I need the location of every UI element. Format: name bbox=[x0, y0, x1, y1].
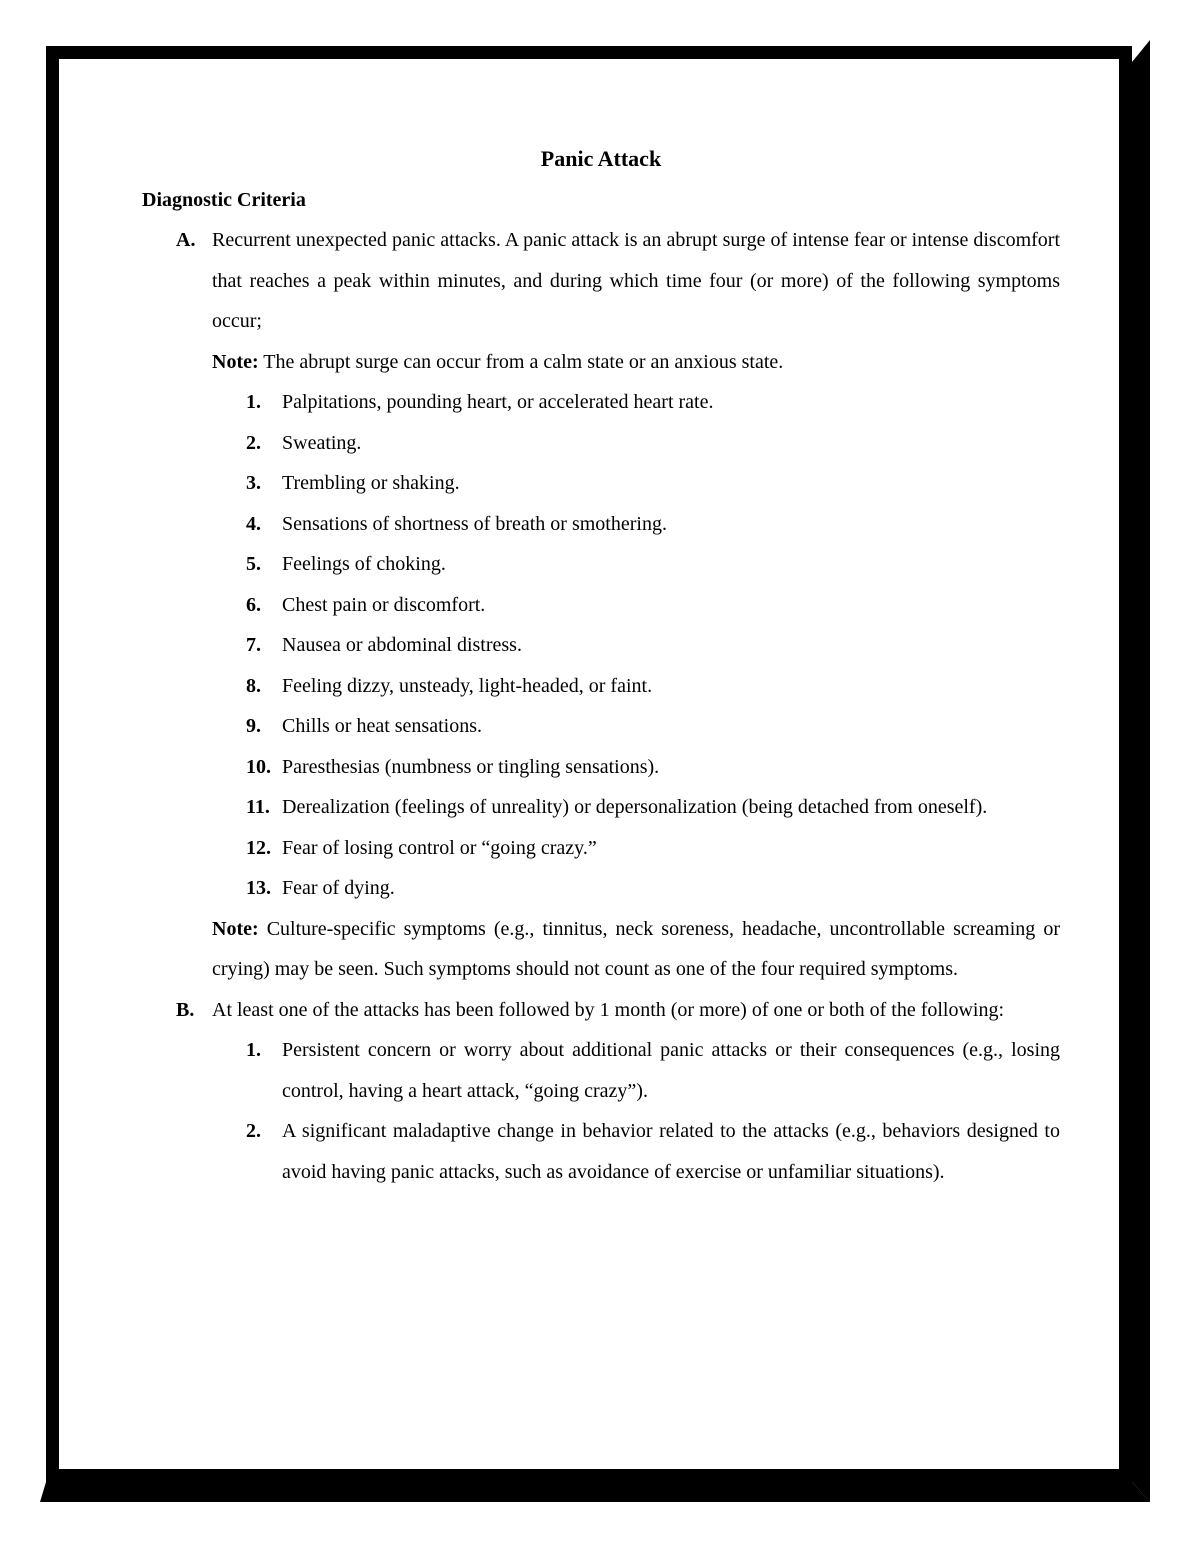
list-item-number: 13. bbox=[246, 877, 271, 899]
criterion-b bbox=[142, 990, 1060, 1031]
list-item-text: Persistent concern or worry about additional panic attacks or their consequences (e.g., losing control, having a heart attack, “going crazy”). bbox=[282, 1039, 1060, 1102]
note-text: Culture-specific symptoms (e.g., tinnitus, neck soreness, headache, uncontrollable screaming or crying) may be seen. Such symptoms should not count as one of the four required symptoms. bbox=[212, 917, 1060, 980]
list-item bbox=[142, 382, 1060, 423]
list-item-number: 6. bbox=[246, 593, 261, 616]
criterion-a-note-2 bbox=[142, 909, 1060, 990]
list-item-text: Palpitations, pounding heart, or accelerated heart rate. bbox=[282, 391, 714, 413]
list-item bbox=[142, 504, 1060, 545]
list-item bbox=[142, 706, 1060, 747]
list-item bbox=[142, 585, 1060, 626]
list-item bbox=[142, 868, 1060, 909]
list-item bbox=[142, 1111, 1060, 1192]
list-item-number: 1. bbox=[246, 391, 261, 413]
list-item-text: Trembling or shaking. bbox=[282, 472, 460, 494]
list-item bbox=[142, 544, 1060, 585]
list-item-text: Sweating. bbox=[282, 431, 362, 454]
list-item-text: Feeling dizzy, unsteady, light-headed, or faint. bbox=[282, 674, 653, 697]
section-heading: Diagnostic Criteria bbox=[142, 189, 306, 211]
list-item-text: Fear of dying. bbox=[282, 877, 395, 899]
list-item bbox=[142, 666, 1060, 707]
criterion-a-note-1 bbox=[142, 342, 1060, 383]
list-item-text: Fear of losing control or “going crazy.” bbox=[282, 836, 597, 859]
list-item bbox=[142, 423, 1060, 464]
list-item-number: 2. bbox=[246, 431, 261, 454]
page-border-shadow-bottom bbox=[40, 1482, 1150, 1502]
list-item-number: 5. bbox=[246, 553, 261, 575]
list-item-text: Sensations of shortness of breath or smothering. bbox=[282, 512, 667, 535]
list-item-text: Derealization (feelings of unreality) or depersonalization (being detached from oneself). bbox=[282, 796, 988, 818]
criterion-b-letter: B. bbox=[176, 998, 195, 1021]
list-item-number: 1. bbox=[246, 1039, 261, 1061]
page-title: Panic Attack bbox=[540, 146, 662, 171]
list-item-number: 4. bbox=[246, 512, 261, 535]
list-item bbox=[142, 463, 1060, 504]
list-item-number: 3. bbox=[246, 472, 261, 494]
list-item bbox=[142, 747, 1060, 788]
list-item-text: Paresthesias (numbness or tingling sensations). bbox=[282, 755, 660, 778]
note-text: The abrupt surge can occur from a calm state or an anxious state. bbox=[258, 350, 784, 373]
list-item-number: 12. bbox=[246, 836, 271, 859]
list-item bbox=[142, 828, 1060, 869]
list-item-number: 7. bbox=[246, 634, 261, 656]
criterion-a-text: Recurrent unexpected panic attacks. A panic attack is an abrupt surge of intense fear or intense discomfort that reaches a peak within minutes, and during which time four (or more) of the following symptoms occur; bbox=[212, 229, 1060, 332]
note-label: Note: bbox=[212, 350, 259, 373]
list-item-number: 10. bbox=[246, 755, 271, 778]
list-item-text: Feelings of choking. bbox=[282, 553, 446, 575]
document-body bbox=[142, 140, 1060, 1192]
list-item-number: 9. bbox=[246, 715, 261, 737]
list-item bbox=[142, 787, 1060, 828]
list-item bbox=[142, 1030, 1060, 1111]
list-item-text: A significant maladaptive change in behavior related to the attacks (e.g., behaviors designed to avoid having panic attacks, such as avoidance of exercise or unfamiliar situations). bbox=[282, 1120, 1060, 1183]
list-item-number: 8. bbox=[246, 674, 261, 697]
symptom-list bbox=[142, 382, 1060, 909]
list-item bbox=[142, 625, 1060, 666]
criterion-b-list bbox=[142, 1030, 1060, 1192]
list-item-number: 11. bbox=[246, 796, 270, 818]
criterion-b-text: At least one of the attacks has been followed by 1 month (or more) of one or both of the following: bbox=[212, 998, 1005, 1021]
criterion-a-letter: A. bbox=[176, 229, 196, 251]
note-label: Note: bbox=[212, 917, 259, 940]
list-item-text: Chills or heat sensations. bbox=[282, 715, 482, 737]
criterion-a bbox=[142, 220, 1060, 342]
page-border-shadow-right bbox=[1132, 40, 1150, 1502]
list-item-text: Chest pain or discomfort. bbox=[282, 593, 486, 616]
list-item-number: 2. bbox=[246, 1120, 261, 1142]
list-item-text: Nausea or abdominal distress. bbox=[282, 634, 522, 656]
